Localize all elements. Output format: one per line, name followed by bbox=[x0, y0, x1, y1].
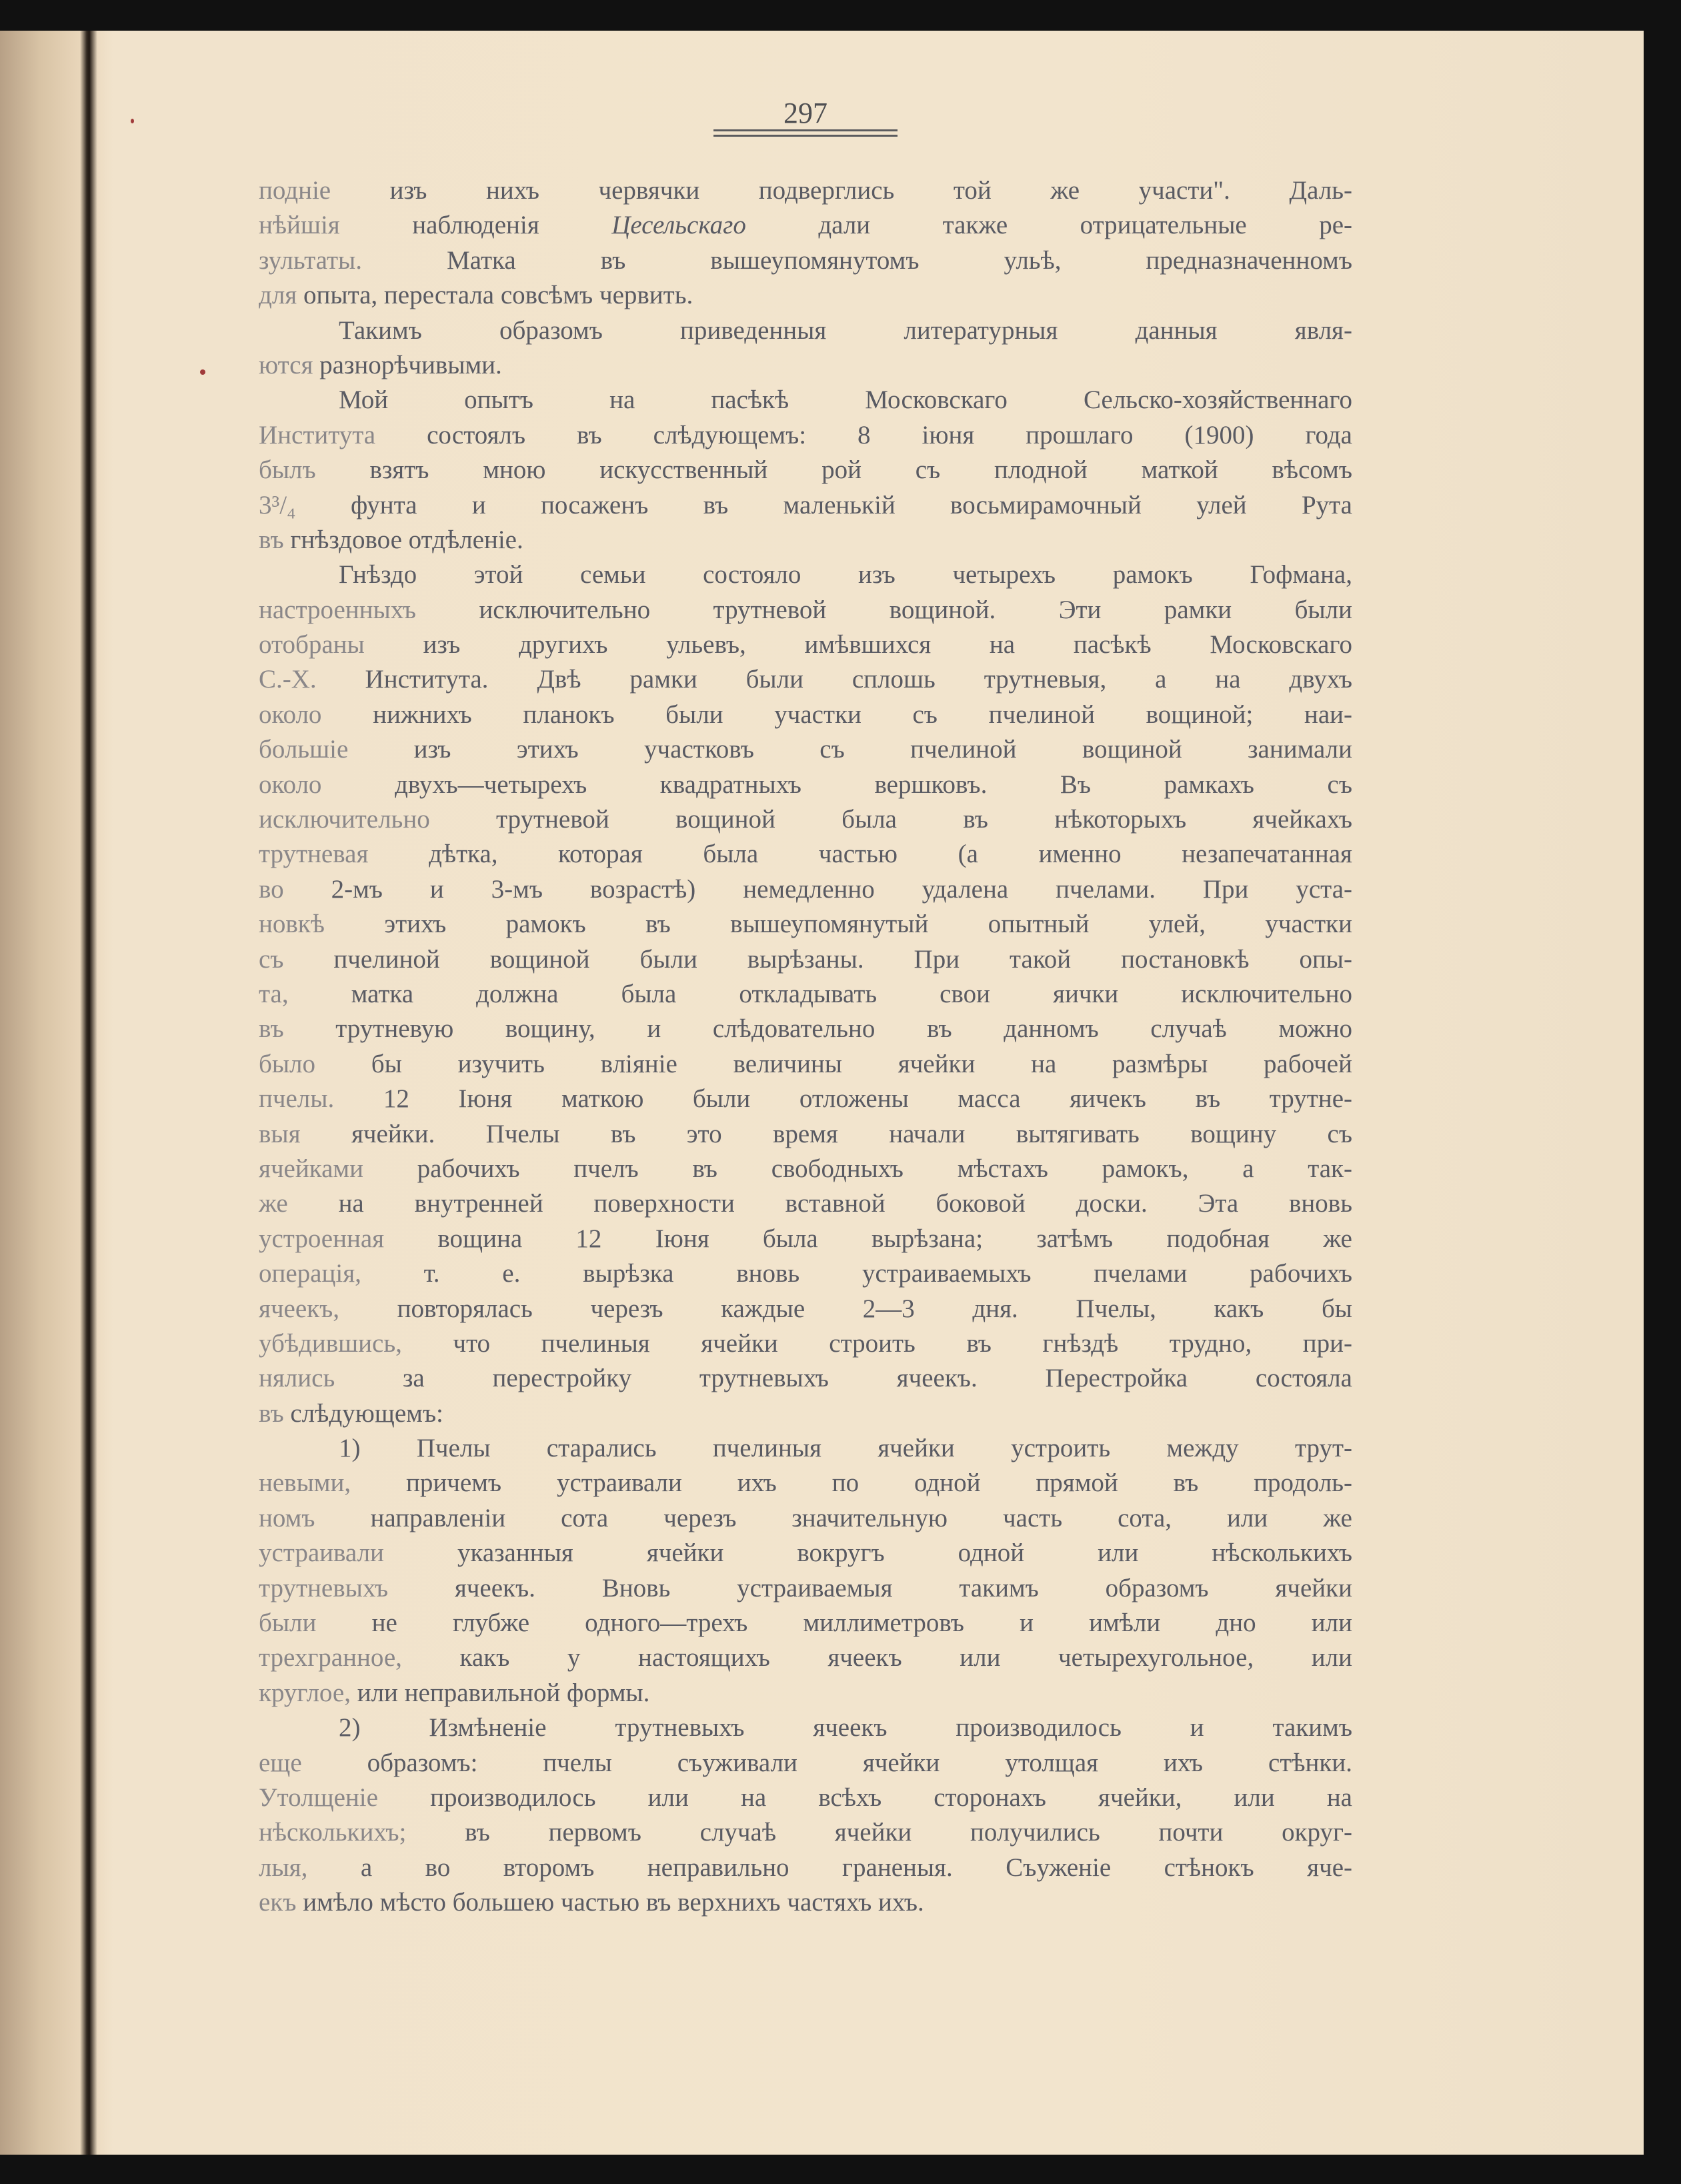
text-line bbox=[259, 173, 1352, 208]
faded-line-start: еще bbox=[259, 1748, 302, 1777]
faded-line-start: пчелы. bbox=[259, 1084, 335, 1114]
line-text: ячейки. Пчелы въ это время начали вытягивать вощину съ bbox=[300, 1119, 1352, 1148]
text-line bbox=[259, 802, 1352, 837]
line-text: Такимъ образомъ приведенныя литературныя данныя явля- bbox=[339, 315, 1352, 345]
line-text: изъ этихъ участковъ съ пчелиной вощиной занимали bbox=[348, 735, 1352, 764]
line-text: бы изучить вліяніе величины ячейки на размѣры рабочей bbox=[315, 1049, 1352, 1078]
faded-line-start: убѣдившись, bbox=[259, 1328, 402, 1358]
line-text: Матка въ вышеупомянутомъ ульѣ, предназначенномъ bbox=[361, 245, 1352, 275]
faded-line-start: въ bbox=[259, 525, 284, 554]
text-line bbox=[259, 208, 1352, 243]
faded-line-start: зультаты. bbox=[259, 245, 362, 275]
line-text: двухъ—четырехъ квадратныхъ вершковъ. Въ рамкахъ съ bbox=[321, 770, 1352, 799]
text-line bbox=[259, 1466, 1352, 1500]
line-text: а во второмъ неправильно граненыя. Съуженіе стѣнокъ яче- bbox=[307, 1853, 1352, 1882]
faded-line-start: трутневая bbox=[259, 840, 369, 869]
line-text: не глубже одного—трехъ миллиметровъ и имѣли дно или bbox=[316, 1608, 1352, 1638]
line-text: Института. Двѣ рамки были сплошь трутневыя, а на двухъ bbox=[316, 665, 1352, 694]
scanned-page-frame bbox=[0, 31, 1644, 2155]
faded-line-start: устроенная bbox=[259, 1224, 385, 1253]
line-text: какъ у настоящихъ ячеекъ или четырехугольное, или bbox=[401, 1643, 1352, 1673]
faded-line-start: ячейками bbox=[259, 1154, 363, 1183]
text-line bbox=[259, 698, 1352, 732]
text-line bbox=[259, 243, 1352, 278]
line-text: изъ другихъ ульевъ, имѣвшихся на пасѣкѣ Московскаго bbox=[364, 630, 1352, 660]
line-text: 12 Іюня маткою были отложены масса яичекъ въ трутне- bbox=[334, 1084, 1352, 1114]
text-line bbox=[259, 453, 1352, 487]
line-text: на внутренней поверхности вставной боковой доски. Эта вновь bbox=[287, 1189, 1352, 1218]
text-line bbox=[259, 1885, 1352, 1920]
line-text: изъ нихъ червячки подверглись той же участи". Даль- bbox=[331, 176, 1352, 205]
line-text: или неправильной формы. bbox=[350, 1678, 650, 1707]
line-text: 2-мъ и 3-мъ возрастѣ) немедленно удалена пчелами. При уста- bbox=[283, 874, 1352, 904]
text-line bbox=[259, 907, 1352, 942]
line-text-continued: дали также отрицательные ре- bbox=[745, 211, 1352, 240]
faded-line-start: номъ bbox=[259, 1503, 315, 1532]
text-line bbox=[259, 1851, 1352, 1885]
text-line bbox=[259, 837, 1352, 872]
faded-line-start: круглое, bbox=[259, 1678, 351, 1707]
text-line bbox=[259, 488, 1352, 523]
paragraph bbox=[259, 383, 1352, 558]
text-line bbox=[259, 1676, 1352, 1711]
line-text: въ первомъ случаѣ ячейки получились почти округ- bbox=[406, 1818, 1352, 1847]
text-line bbox=[259, 942, 1352, 977]
text-line bbox=[259, 1431, 1352, 1466]
line-text: имѣло мѣсто большею частью въ верхнихъ частяхъ ихъ. bbox=[296, 1888, 924, 1917]
paragraph bbox=[259, 173, 1352, 313]
line-text: опыта, перестала совсѣмъ червить. bbox=[297, 281, 693, 310]
line-text: пчелиной вощиной были вырѣзаны. При такой постановкѣ опы- bbox=[283, 944, 1352, 974]
faded-line-start: же bbox=[259, 1189, 288, 1218]
text-line bbox=[259, 1012, 1352, 1046]
line-text: направленіи сота черезъ значительную часть сота, или же bbox=[315, 1503, 1352, 1532]
line-text: гнѣздовое отдѣленіе. bbox=[283, 525, 523, 554]
line-text: причемъ устраивали ихъ по одной прямой въ продоль- bbox=[351, 1468, 1352, 1498]
faded-line-start: съ bbox=[259, 944, 284, 974]
line-text: трутневую вощину, и слѣдовательно въ данномъ случаѣ можно bbox=[283, 1014, 1352, 1044]
text-line bbox=[259, 278, 1352, 313]
text-line bbox=[259, 628, 1352, 662]
line-text: что пчелиныя ячейки строить въ гнѣздѣ трудно, при- bbox=[401, 1328, 1352, 1358]
header-rule-bottom bbox=[713, 135, 898, 137]
text-line bbox=[259, 1501, 1352, 1536]
faded-line-start: около bbox=[259, 700, 322, 729]
faded-line-start: ячеекъ, bbox=[259, 1294, 340, 1323]
line-text: наблюденія bbox=[339, 211, 612, 240]
text-line bbox=[259, 662, 1352, 697]
faded-line-start: для bbox=[259, 281, 297, 310]
line-text: 2) Измѣненіе трутневыхъ ячеекъ производилось и такимъ bbox=[339, 1713, 1352, 1743]
text-line bbox=[259, 732, 1352, 767]
text-line bbox=[259, 523, 1352, 558]
text-line bbox=[259, 1222, 1352, 1256]
line-text: Мой опытъ на пасѣкѣ Московскаго Сельско-хозяйственнаго bbox=[339, 385, 1352, 415]
text-line bbox=[259, 1641, 1352, 1675]
line-text: матка должна была откладывать свои яички исключительно bbox=[288, 979, 1352, 1008]
text-line bbox=[259, 348, 1352, 383]
line-text: нижнихъ планокъ были участки съ пчелиной вощиной; наи- bbox=[321, 700, 1352, 729]
text-line bbox=[259, 1047, 1352, 1082]
line-text: т. е. вырѣзка вновь устраиваемыхъ пчелами рабочихъ bbox=[361, 1259, 1352, 1288]
faded-line-start: подніе bbox=[259, 176, 331, 205]
line-text: указанныя ячейки вокругъ одной или нѣсколькихъ bbox=[383, 1538, 1352, 1568]
line-text: повторялась черезъ каждые 2—3 дня. Пчелы, какъ бы bbox=[339, 1294, 1352, 1323]
faded-line-start: отобраны bbox=[259, 630, 365, 660]
faded-line-start: нялись bbox=[259, 1364, 335, 1393]
text-line bbox=[259, 1292, 1352, 1326]
text-line bbox=[259, 1781, 1352, 1815]
faded-line-start: лыя, bbox=[259, 1853, 308, 1882]
line-text: слѣдующемъ: bbox=[283, 1398, 443, 1428]
line-text: образомъ: пчелы съуживали ячейки утолщая ихъ стѣнки. bbox=[301, 1748, 1352, 1777]
faded-line-start: въ bbox=[259, 1398, 284, 1428]
faded-line-start: операція, bbox=[259, 1259, 361, 1288]
faded-line-start: 3³/₄ bbox=[259, 490, 296, 519]
line-text: трутневой вощиной была въ нѣкоторыхъ ячейкахъ bbox=[429, 805, 1352, 834]
faded-line-start: нѣсколькихъ; bbox=[259, 1818, 407, 1847]
text-line bbox=[259, 1746, 1352, 1781]
faded-line-start: Утолщеніе bbox=[259, 1783, 378, 1812]
line-text: ячеекъ. Вновь устраиваемыя такимъ образомъ ячейки bbox=[388, 1573, 1352, 1602]
faded-line-start: устраивали bbox=[259, 1538, 384, 1568]
text-line bbox=[259, 977, 1352, 1012]
faded-line-start: былъ bbox=[259, 455, 316, 485]
faded-line-start: трутневыхъ bbox=[259, 1573, 389, 1602]
ink-speck bbox=[131, 119, 134, 123]
text-line bbox=[259, 1152, 1352, 1186]
faded-line-start: новкѣ bbox=[259, 910, 325, 939]
text-line bbox=[259, 1815, 1352, 1850]
ink-speck bbox=[200, 369, 205, 375]
paragraph bbox=[259, 1431, 1352, 1711]
book-spine-edge bbox=[80, 31, 97, 2155]
line-text: исключительно трутневой вощиной. Эти рамки были bbox=[415, 595, 1352, 624]
text-line bbox=[259, 1361, 1352, 1396]
header-rule-top bbox=[713, 129, 898, 131]
paragraph bbox=[259, 558, 1352, 1431]
line-text: этихъ рамокъ въ вышеупомянутый опытный улей, участки bbox=[324, 910, 1352, 939]
line-text: взятъ мною искусственный рой съ плодной маткой вѣсомъ bbox=[315, 455, 1352, 485]
paragraph bbox=[259, 1711, 1352, 1920]
line-text: дѣтка, которая была частью (а именно незапечатанная bbox=[368, 840, 1352, 869]
line-text: вощина 12 Іюня была вырѣзана; затѣмъ подобная же bbox=[384, 1224, 1352, 1253]
faded-line-start: большіе bbox=[259, 735, 349, 764]
text-line bbox=[259, 1571, 1352, 1606]
text-line bbox=[259, 1326, 1352, 1361]
text-line bbox=[259, 1536, 1352, 1570]
text-line bbox=[259, 768, 1352, 802]
text-line bbox=[259, 558, 1352, 592]
line-text: рабочихъ пчелъ въ свободныхъ мѣстахъ рамокъ, а так- bbox=[363, 1154, 1352, 1183]
text-line bbox=[259, 1256, 1352, 1291]
text-line bbox=[259, 1082, 1352, 1116]
faded-line-start: Института bbox=[259, 420, 376, 449]
text-line bbox=[259, 313, 1352, 348]
text-line bbox=[259, 1606, 1352, 1641]
paragraph bbox=[259, 313, 1352, 383]
text-line bbox=[259, 1117, 1352, 1152]
line-text: производилось или на всѣхъ сторонахъ ячейки, или на bbox=[377, 1783, 1352, 1812]
faded-line-start: около bbox=[259, 770, 322, 799]
faded-line-start: невыми, bbox=[259, 1468, 351, 1498]
text-line bbox=[259, 1186, 1352, 1221]
text-line bbox=[259, 383, 1352, 417]
line-text: разнорѣчивыми. bbox=[313, 350, 502, 379]
faded-line-start: во bbox=[259, 874, 284, 904]
faded-line-start: трехгранное, bbox=[259, 1643, 402, 1673]
line-text: Гнѣздо этой семьи состояло изъ четырехъ рамокъ Гофмана, bbox=[339, 560, 1352, 590]
page-number: 297 bbox=[783, 97, 827, 129]
text-line bbox=[259, 1396, 1352, 1431]
faded-line-start: выя bbox=[259, 1119, 301, 1148]
text-line bbox=[259, 593, 1352, 628]
faded-line-start: были bbox=[259, 1608, 317, 1638]
faded-line-start: ются bbox=[259, 350, 313, 379]
faded-line-start: въ bbox=[259, 1014, 284, 1044]
faded-line-start: та, bbox=[259, 979, 289, 1008]
faded-line-start: С.-Х. bbox=[259, 665, 317, 694]
line-text: за перестройку трутневыхъ ячеекъ. Перестройка состояла bbox=[335, 1364, 1352, 1393]
line-text: фунта и посаженъ въ маленькій восьмирамочный улей Рута bbox=[295, 490, 1352, 519]
faded-line-start: нѣйшія bbox=[259, 211, 340, 240]
faded-line-start: екъ bbox=[259, 1888, 297, 1917]
faded-line-start: было bbox=[259, 1049, 316, 1078]
faded-line-start: настроенныхъ bbox=[259, 595, 416, 624]
line-text: состоялъ въ слѣдующемъ: 8 іюня прошлаго (1900) года bbox=[375, 420, 1352, 449]
text-line bbox=[259, 872, 1352, 907]
faded-line-start: исключительно bbox=[259, 805, 430, 834]
line-text: 1) Пчелы старались пчелиныя ячейки устроить между трут- bbox=[339, 1434, 1352, 1463]
body-text bbox=[259, 173, 1352, 1921]
italic-name: Цесельскаго bbox=[611, 211, 746, 240]
text-line bbox=[259, 1711, 1352, 1745]
text-line bbox=[259, 418, 1352, 453]
